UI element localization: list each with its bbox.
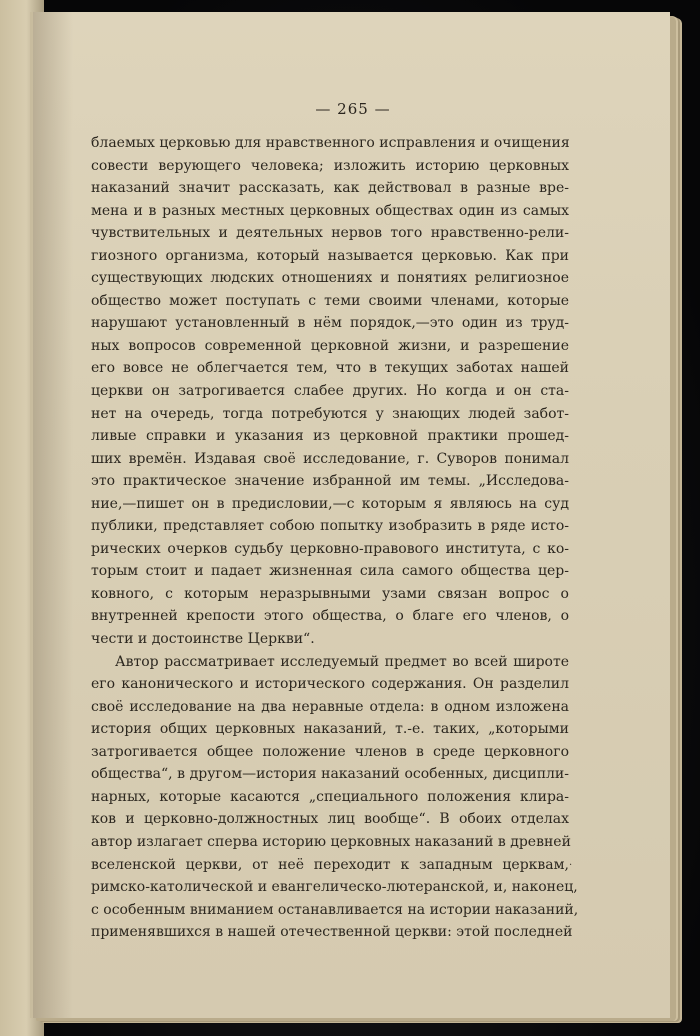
text-line: гиозного организма, который называется церковью. Как при xyxy=(91,247,569,264)
text-line: его канонического и исторического содержания. Он разделил xyxy=(91,676,569,693)
text-line: с особенным вниманием останавливается на истории наказаний, xyxy=(91,901,579,918)
text-line: применявшихся в нашей отечественной церкви: этой последней xyxy=(91,924,573,941)
text-line: блаемых церковью для нравственного исправления и очищения xyxy=(91,135,570,151)
text-line: общества“, в другом—история наказаний особенных, дисципли- xyxy=(91,766,569,783)
text-line: ших времён. Издавая своё исследование, г. Суворов понимал xyxy=(91,450,569,467)
text-line: это практическое значение избранной им темы. „Исследова- xyxy=(91,473,569,490)
text-line: ливые справки и указания из церковной практики прошед- xyxy=(91,428,569,445)
text-line: церкви он затрогивается слабее других. Но когда и он ста- xyxy=(91,383,569,400)
text-line: ковного, с которым неразрывными узами связан вопрос о xyxy=(91,585,569,602)
text-line: торым стоит и падает жизненная сила самого общества цер- xyxy=(91,563,569,580)
text-line: ных вопросов современной церковной жизни, и разрешение xyxy=(91,337,569,354)
text-line: совести верующего человека; изложить историю церковных xyxy=(91,157,569,174)
text-line: вселенской церкви, от неё переходит к западным церквам, xyxy=(91,856,569,873)
text-line: история общих церковных наказаний, т.-е. таких, „которыми xyxy=(91,721,569,738)
text-line: автор излагает сперва историю церковных наказаний в древней xyxy=(91,833,571,850)
text-line: Автор рассматривает исследуемый предмет во всей широте xyxy=(115,653,569,670)
text-line: нарных, которые касаются „специального положения клира- xyxy=(91,788,569,805)
previous-page-text-fragment xyxy=(2,30,32,73)
text-line: чести и достоинстве Церкви“. xyxy=(91,631,315,648)
book-page xyxy=(30,12,670,1018)
text-line: рических очерков судьбу церковно-правового института, с ко- xyxy=(91,540,569,557)
text-line: своё исследование на два неравные отдела: в одном изложена xyxy=(91,698,569,715)
text-line: затрогивается общее положение членов в среде церковного xyxy=(91,743,569,760)
text-line: публики, представляет собою попытку изобразить в ряде исто- xyxy=(91,518,569,535)
text-line: нет на очередь, тогда потребуются у знающих людей забот- xyxy=(91,405,569,422)
text-line: нарушают установленный в нём порядок,—это один из труд- xyxy=(91,315,569,332)
text-line: внутренней крепости этого общества, о благе его членов, о xyxy=(91,608,569,625)
text-line: ков и церковно-должностных лиц вообще“. В обоих отделах xyxy=(91,811,569,828)
text-line: римско-католической и евангелическо-лютеранской, и, наконец, xyxy=(91,879,578,896)
text-line: ние,—пишет он в предисловии,—с которым я являюсь на суд xyxy=(91,495,569,512)
page-text xyxy=(91,132,579,944)
page-number: — 265 — xyxy=(315,100,391,118)
text-line: существующих людских отношениях и понятиях религиозное xyxy=(91,270,569,287)
text-line: мена и в разных местных церковных обществах один из самых xyxy=(91,202,569,219)
text-line: его вовсе не облегчается тем, что в текущих заботах нашей xyxy=(91,360,569,377)
text-line: чувствительных и деятельных нервов того нравственно-рели- xyxy=(91,225,569,242)
text-line: наказаний значит рассказать, как действовал в разные вре- xyxy=(91,180,569,197)
text-line: общество может поступать с теми своими членами, которые xyxy=(91,292,569,309)
page-mark: · xyxy=(569,860,573,871)
